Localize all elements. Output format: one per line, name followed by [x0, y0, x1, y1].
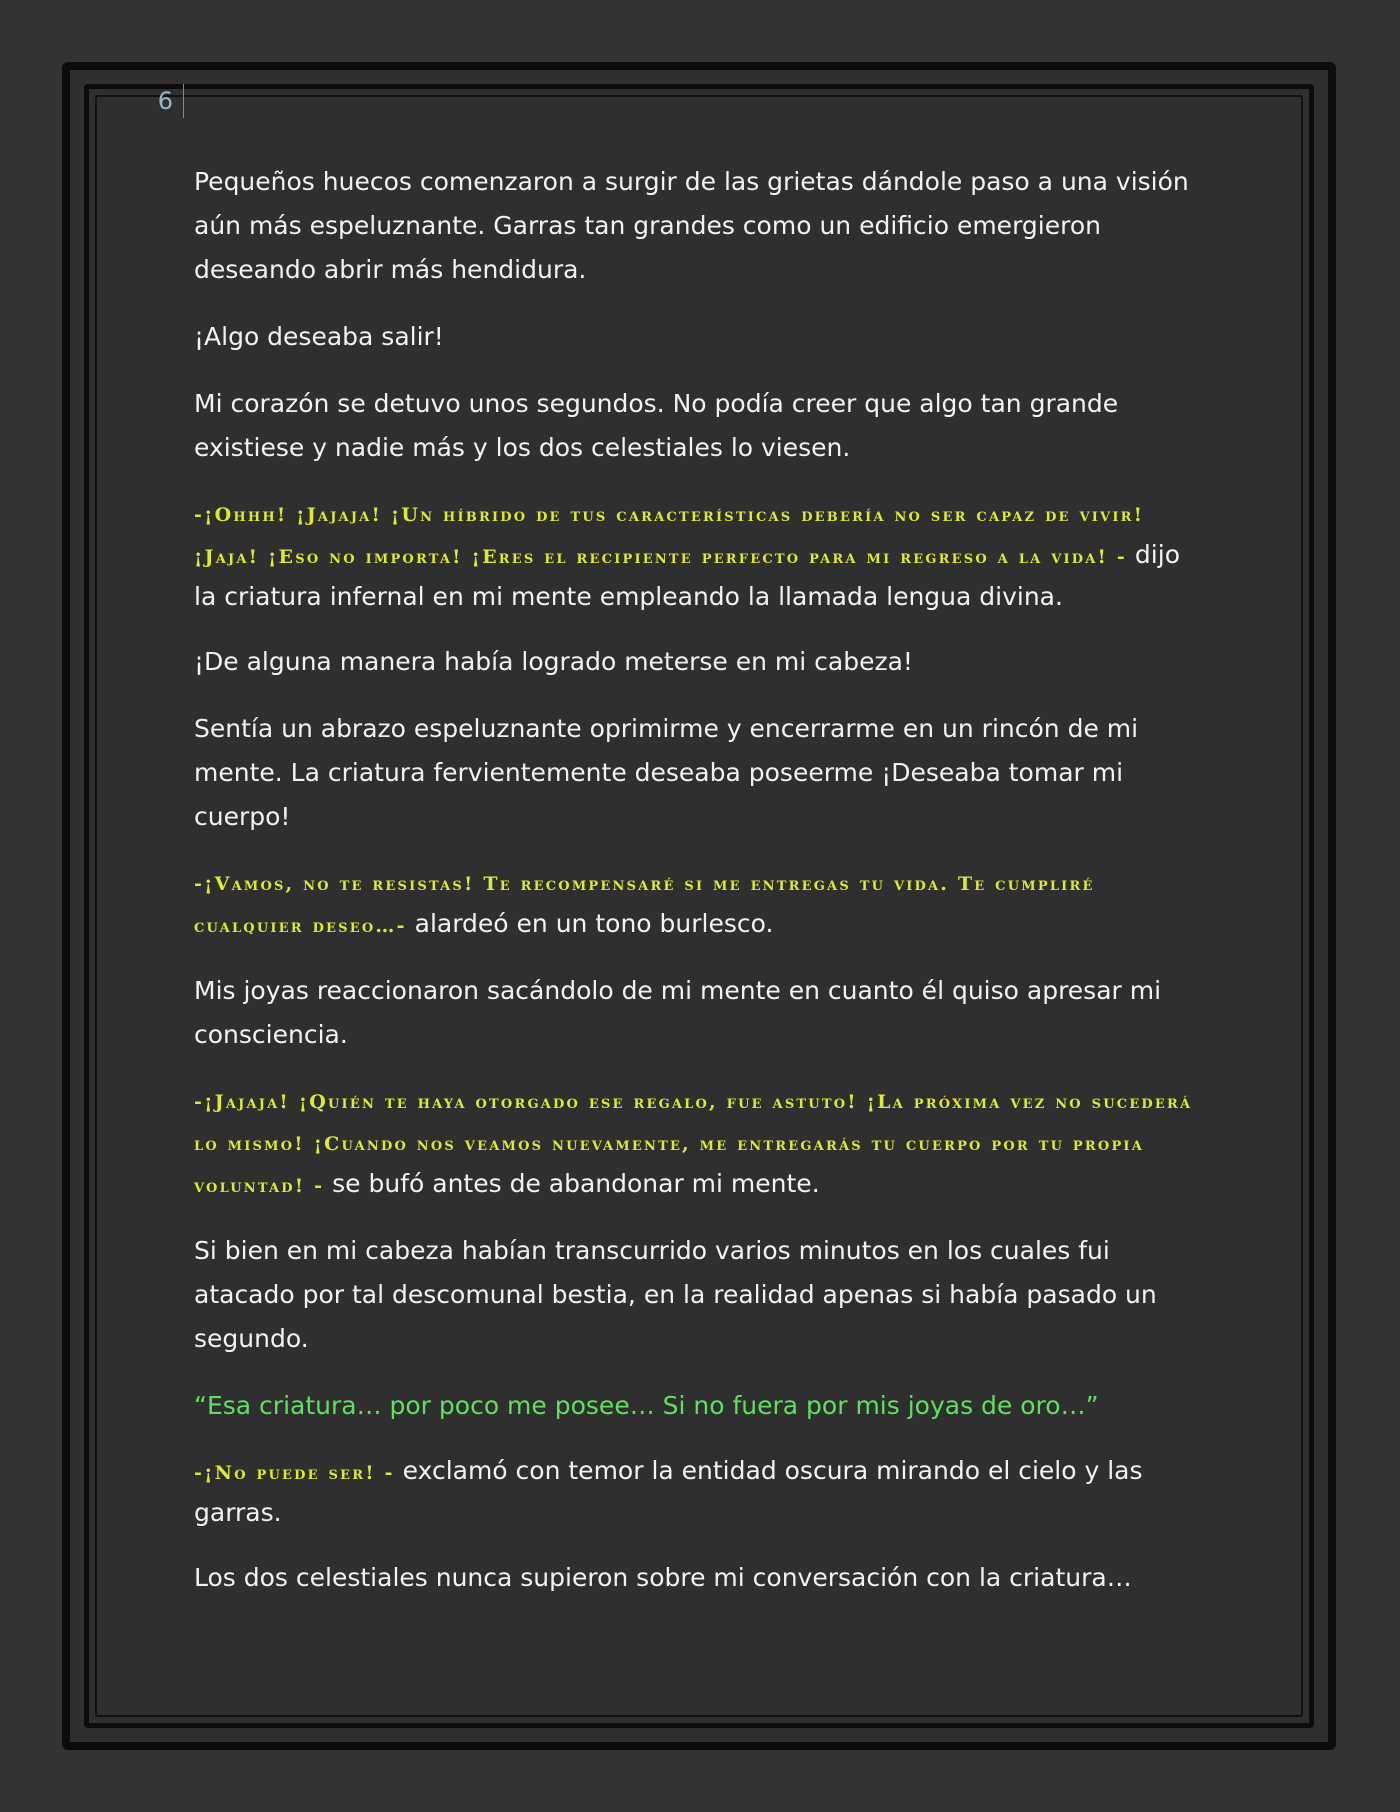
- paragraph: Pequeños huecos comenzaron a surgir de las grietas dándole paso a una visión aún más espeluznante. Garras tan grandes como un edificio emergieron deseando abrir más hendidura.: [194, 167, 1189, 284]
- inner-thought: “Esa criatura… por poco me posee… Si no fuera por mis joyas de oro…”: [194, 1391, 1099, 1420]
- narration: dijo la criatura infernal en mi mente empleando la llamada lengua divina.: [194, 540, 1180, 611]
- narration: alardeó en un tono burlesco.: [406, 909, 774, 938]
- page-content: [194, 160, 1209, 1623]
- divine-speech: -¡Jajaja! ¡Quién te haya otorgado ese regalo, fue astuto! ¡La próxima vez no sucederá lo mismo! ¡Cuando nos veamos nuevamente, me entregarás tu cuerpo por tu propia voluntad! -: [194, 1091, 1193, 1197]
- paragraph: Mi corazón se detuvo unos segundos. No podía creer que algo tan grande existiese y nadie más y los dos celestiales lo viesen.: [194, 389, 1119, 462]
- divine-speech: -¡Ohhh! ¡Jajaja! ¡Un híbrido de tus características debería no ser capaz de vivir! ¡Jaja! ¡Eso no importa! ¡Eres el recipiente perfecto para mi regreso a la vida! -: [194, 504, 1145, 568]
- divine-dialogue-paragraph: [194, 1080, 1209, 1206]
- narration: exclamó con temor la entidad oscura mirando el cielo y las garras.: [194, 1456, 1143, 1527]
- paragraph: Sentía un abrazo espeluznante oprimirme y encerrarme en un rincón de mi mente. La criatura fervientemente deseaba poseerme ¡Deseaba tomar mi cuerpo!: [194, 714, 1139, 831]
- paragraph: ¡Algo deseaba salir!: [194, 322, 444, 351]
- paragraph: Mis joyas reaccionaron sacándolo de mi mente en cuanto él quiso apresar mi consciencia.: [194, 976, 1162, 1049]
- divine-dialogue-paragraph: [194, 493, 1209, 617]
- paragraph: ¡De alguna manera había logrado meterse en mi cabeza!: [194, 647, 913, 676]
- divine-dialogue-paragraph: [194, 862, 1209, 946]
- narration: se bufó antes de abandonar mi mente.: [324, 1169, 820, 1198]
- paragraph: Si bien en mi cabeza habían transcurrido varios minutos en los cuales fui atacado por tal descomunal bestia, en la realidad apenas si había pasado un segundo.: [194, 1236, 1157, 1353]
- divine-speech: -¡Vamos, no te resistas! Te recompensaré si me entregas tu vida. Te cumpliré cualquier deseo…-: [194, 873, 1095, 937]
- page-number: 6: [88, 84, 184, 118]
- divine-dialogue-paragraph: [194, 1451, 1209, 1533]
- paragraph: Los dos celestiales nunca supieron sobre mi conversación con la criatura…: [194, 1563, 1132, 1592]
- divine-speech: -¡No puede ser! -: [194, 1462, 395, 1484]
